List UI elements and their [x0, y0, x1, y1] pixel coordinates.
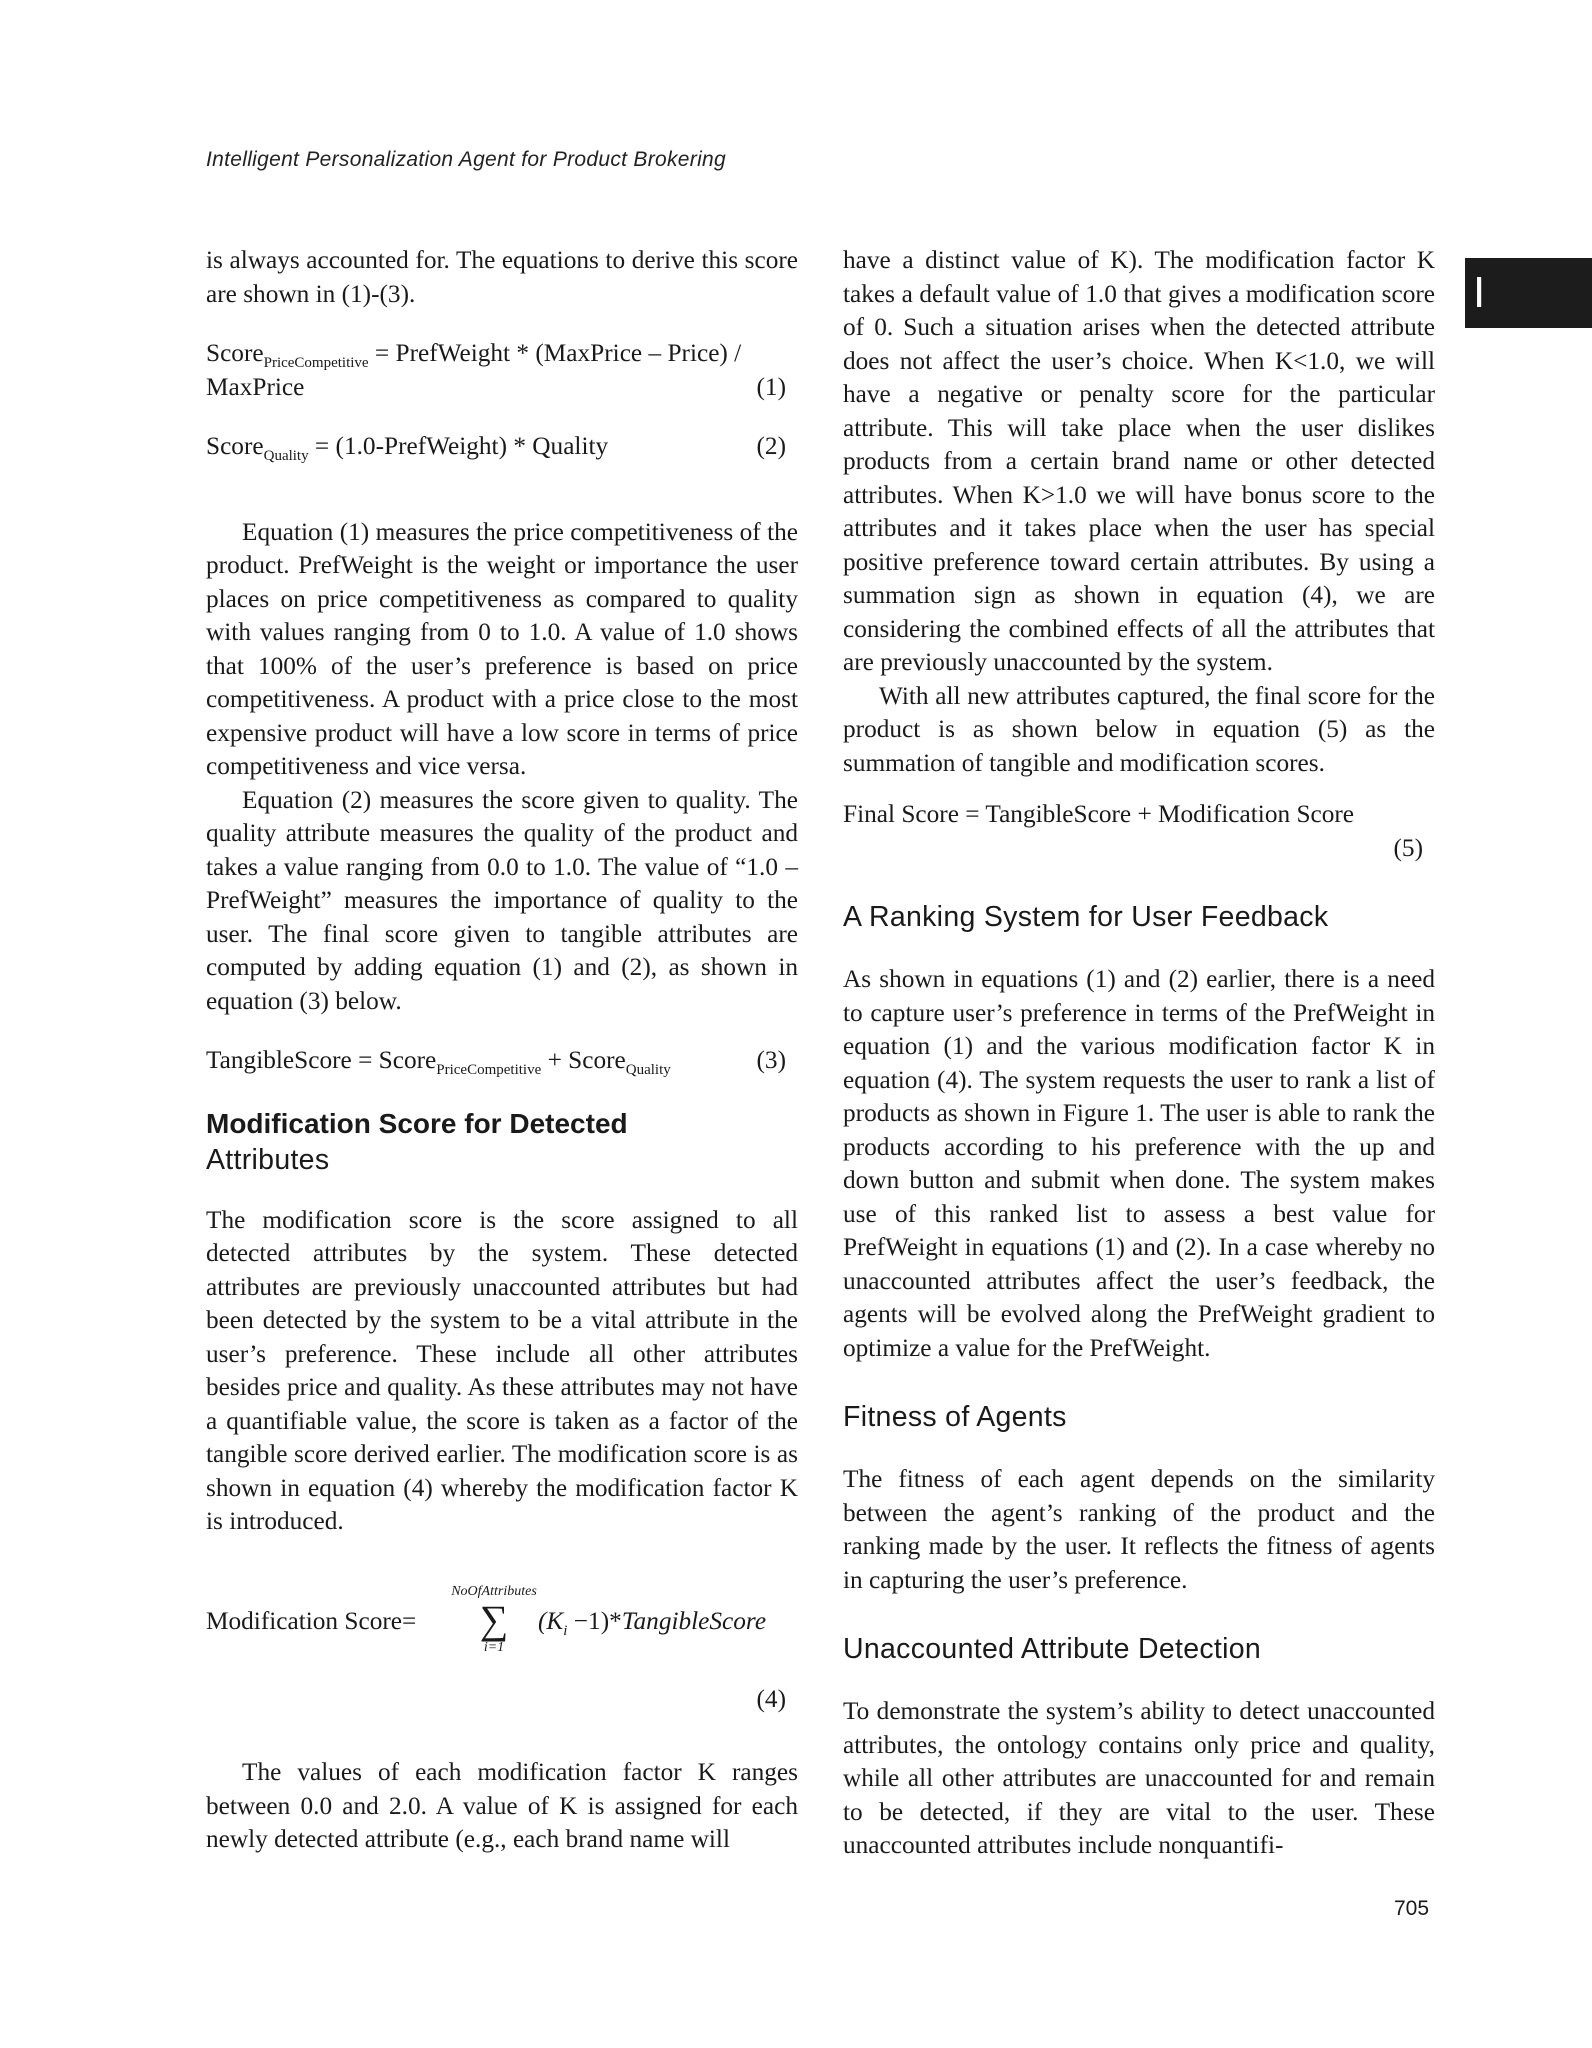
paragraph-modification: The modification score is the score assigned to all detected attributes by the system. These detected attributes are previously unaccounted attributes but had been detected by the system to be a vital attribute in the user’s preference. These include all other attributes besides price and quality. As these attributes may not have a quantifiable value, the score is taken as a factor of the tangible score derived earlier. The modification score is as shown in equation (4) whereby the modification factor K is introduced.: [206, 1205, 798, 1535]
paragraph-final-score: With all new attributes captured, the final score for the product is as shown below in equation (5) as the summation of tangible and modification scores.: [843, 681, 1435, 777]
equation-1-number: (1): [756, 372, 786, 401]
left-column: [206, 244, 798, 1857]
page-number: 705: [1394, 1897, 1430, 1920]
heading-modification-attributes: Attributes: [206, 1143, 330, 1176]
running-title: Intelligent Personalization Agent for Product Brokering: [206, 148, 727, 171]
equation-3: TangibleScore = Score$_{PriceCompetitive}$ + Score$_{Quality}$ (3): [206, 1046, 786, 1078]
right-column: [843, 244, 1435, 1863]
heading-ranking-system: A Ranking System for User Feedback: [843, 901, 1329, 933]
equation-3-number: (3): [756, 1046, 786, 1074]
summation-symbol: NoOfAttributes ∑ i=1: [451, 1583, 537, 1655]
equation-4-number: (4): [756, 1684, 786, 1713]
paragraph-intro: is always accounted for. The equations to derive this score are shown in (1)-(3).: [206, 246, 798, 308]
paragraph-equation-2: Equation (2) measures the score given to quality. The quality attribute measures the quality of the product and takes a value ranging from 0.0 to 1.0. The value of “1.0 – PrefWeight” measures the importance of quality to the user. The final score given to tangible attributes are computed by adding equation (1) and (2), as shown in equation (3) below.: [206, 785, 798, 1015]
equation-2-number: (2): [756, 432, 786, 460]
section-thumb-tab: I: [1465, 258, 1592, 328]
paragraph-fitness: The fitness of each agent depends on the similarity between the agent’s ranking of the product and the ranking made by the user. It reflects the fitness of agents in capturing the user’s preference.: [843, 1465, 1435, 1594]
paragraph-ranking: As shown in equations (1) and (2) earlier, there is a need to capture user’s preference in terms of the PrefWeight in equation (1) and the various modification factor K in equation (4). The system requests the user to rank a list of products as shown in Figure 1. The user is able to rank the products according to his preference with the up and down button and submit when done. The system makes use of this ranked list to assess a best value for PrefWeight in equations (1) and (2). In a case whereby no unaccounted attributes affect the user’s feedback, the agents will be evolved along the PrefWeight gradient to optimize a value for the PrefWeight.: [843, 965, 1435, 1362]
equation-1: Score$_{PriceCompetitive}$ = PrefWeight * (MaxPrice – Price) / MaxPrice (1): [206, 337, 798, 404]
paragraph-continued: have a distinct value of K). The modification factor K takes a default value of 1.0 that gives a modification score of 0. Such a situation arises when the detected attribute does not affect the user’s choice. When K<1.0, we will have a negative or penalty score for the particular attribute. This will take place when the user dislikes products from a certain brand name or other detected attributes. When K>1.0 we will have bonus score to the attributes and it takes place when the user has special positive preference toward certain attributes. By using a summation sign as shown in equation (4), we are considering the combined effects of all the attributes that are previously unaccounted by the system.: [843, 246, 1435, 676]
paragraph-modification-factor: The values of each modification factor K ranges between 0.0 and 2.0. A value of K is assigned for each newly detected attribute (e.g., each brand name will: [206, 1758, 798, 1853]
heading-unaccounted: Unaccounted Attribute Detection: [843, 1633, 1262, 1665]
equation-5-number: (5): [1393, 833, 1423, 862]
paragraph-unaccounted: To demonstrate the system’s ability to detect unaccounted attributes, the ontology contains only price and quality, while all other attributes are unaccounted for and remain to be detected, if they are vital to the user. These unaccounted attributes include nonquantifi-: [843, 1697, 1435, 1859]
heading-fitness: Fitness of Agents: [843, 1401, 1067, 1433]
equation-5: Final Score = TangibleScore + Modification Score (5): [843, 798, 1435, 865]
paragraph-equation-1: Equation (1) measures the price competitiveness of the product. PrefWeight is the weight or importance the user places on price competitiveness as compared to quality with values ranging from 0 to 1.0. A value of 1.0 shows that 100% of the user’s preference is based on price competitiveness. A product with a price close to the most expensive product will have a low score in terms of price competitiveness and vice versa.: [206, 517, 798, 780]
equation-2: Score$_{Quality}$ = (1.0-PrefWeight) * Quality (2): [206, 432, 786, 464]
heading-modification-score: Modification Score for Detected: [206, 1107, 628, 1139]
equation-4: Modification Score= NoOfAttributes ∑ i=1 ($K_i$ −1)*TangibleScore: [206, 1583, 767, 1655]
